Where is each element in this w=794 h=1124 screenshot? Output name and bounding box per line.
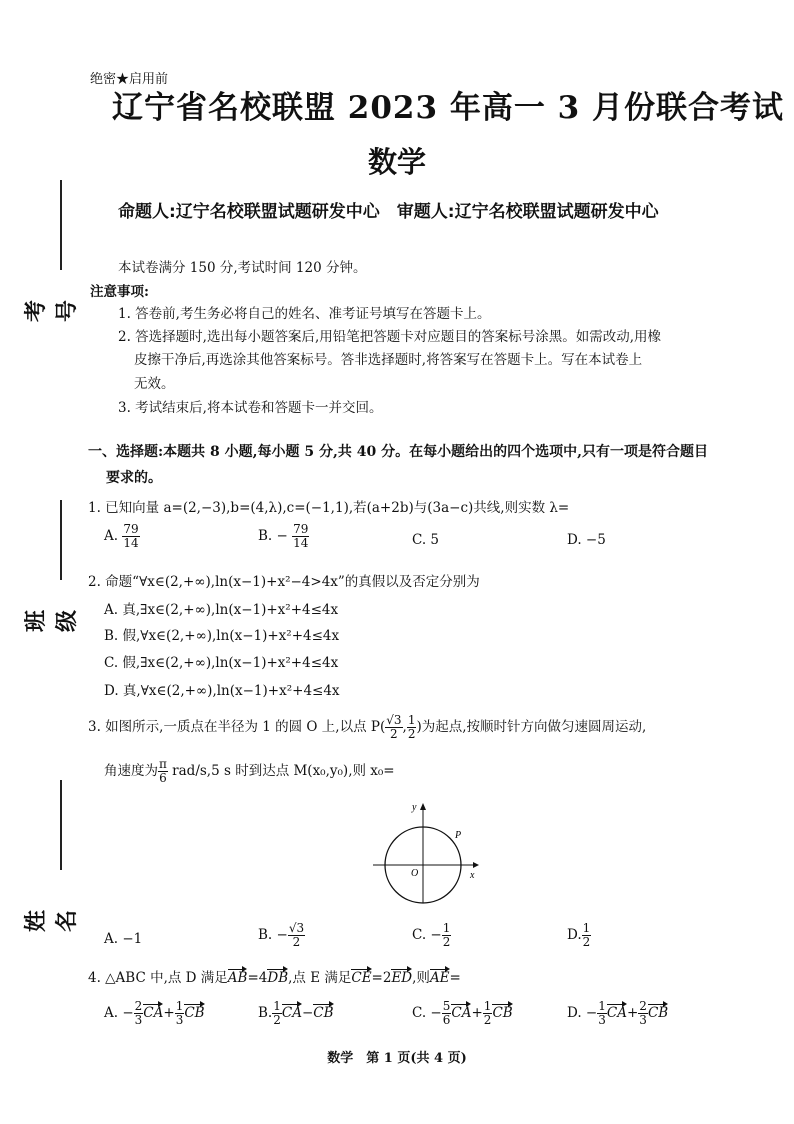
q3-option-a: A. −1 bbox=[104, 931, 143, 947]
x-axis-arrow bbox=[473, 862, 479, 868]
exam-title: 辽宁省名校联盟 2023 年高一 3 月份联合考试 bbox=[112, 90, 785, 126]
class-line bbox=[60, 500, 62, 580]
question-3-stem-cont: 角速度为 $\frac{\pi}{6}$ rad/s,5 s 时到达点 M(x₀,y₀),则 x₀= bbox=[104, 757, 395, 785]
point-p-label: P bbox=[455, 830, 462, 841]
subject-title: 数学 bbox=[367, 145, 426, 179]
notice-item: 无效。 bbox=[134, 376, 175, 392]
q4-option-b: B. $\frac{1}{2}$ CA−CB bbox=[258, 999, 334, 1027]
name-line bbox=[60, 780, 62, 870]
question-3-stem: 3. 如图所示,一质点在半径为 1 的圆 O 上,以点 P( $\frac{√3}{2}$ , $\frac{1}{2}$ )为起点,按顺时针方向做匀速圆周运动, bbox=[88, 713, 647, 741]
q1-option-b: B. − $\frac{79}{14}$ bbox=[258, 522, 309, 550]
q4-option-c: C. − $\frac{5}{6}$ CA+ $\frac{1}{2}$ CB bbox=[412, 999, 513, 1027]
notice-heading: 注意事项: bbox=[90, 284, 149, 300]
q2-option-d: D. 真,∀x∈(2,+∞),ln(x−1)+x²+4≤4x bbox=[104, 683, 340, 699]
notice-item: 3. 考试结束后,将本试卷和答题卡一并交回。 bbox=[118, 400, 383, 416]
question-4-stem: 4. △ABC 中,点 D 满足AB=4DB,点 E 满足CE=2ED,则AE= bbox=[88, 970, 461, 986]
notice-item: 1. 答卷前,考生务必将自己的姓名、准考证号填写在答题卡上。 bbox=[118, 306, 491, 322]
q1-option-a: A. $\frac{79}{14}$ bbox=[104, 522, 139, 550]
q2-option-b: B. 假,∀x∈(2,+∞),ln(x−1)+x²+4≤4x bbox=[104, 628, 340, 644]
notice-item: 2. 答选择题时,选出每小题答案后,用铅笔把答题卡对应题目的答案标号涂黑。如需改动,用橡 bbox=[118, 329, 662, 345]
q4-option-a: A. − $\frac{2}{3}$ CA+ $\frac{1}{3}$ CB bbox=[104, 999, 205, 1027]
notice-item: 皮擦干净后,再选涂其他答案标号。答非选择题时,将答案写在答题卡上。写在本试卷上 bbox=[134, 352, 643, 368]
x-axis-label: x bbox=[470, 870, 475, 881]
exam-no-label: 考号 bbox=[24, 300, 80, 323]
q3-option-d: D. $\frac{1}{2}$ bbox=[567, 921, 591, 949]
q3-option-b: B. − $\frac{√3}{2}$ bbox=[258, 921, 305, 949]
q2-option-c: C. 假,∃x∈(2,+∞),ln(x−1)+x²+4≤4x bbox=[104, 655, 339, 671]
question-2-stem: 2. 命题“∀x∈(2,+∞),ln(x−1)+x²−4>4x”的真假以及否定分别为 bbox=[88, 574, 480, 590]
q2-option-a: A. 真,∃x∈(2,+∞),ln(x−1)+x²+4≤4x bbox=[104, 602, 339, 618]
q1-option-c: C. 5 bbox=[412, 532, 440, 548]
confidential-mark: 绝密★启用前 bbox=[90, 72, 169, 87]
q3-option-c: C. − $\frac{1}{2}$ bbox=[412, 921, 451, 949]
origin-label: O bbox=[411, 868, 419, 879]
class-label: 班级 bbox=[24, 610, 80, 633]
question-1-stem: 1. 已知向量 a=(2,−3),b=(4,λ),c=(−1,1),若(a+2b)与(3a−c)共线,则实数 λ= bbox=[88, 500, 570, 516]
section-heading: 一、选择题:本题共 8 小题,每小题 5 分,共 40 分。在每小题给出的四个选项中,只有一项是符合题目 bbox=[88, 444, 708, 460]
authors-line: 命题人:辽宁名校联盟试题研发中心 审题人:辽宁名校联盟试题研发中心 bbox=[118, 202, 659, 222]
q4-option-d: D. − $\frac{1}{3}$ CA+ $\frac{2}{3}$ CB bbox=[567, 999, 669, 1027]
y-axis-arrow bbox=[420, 803, 426, 810]
q1-option-d: D. −5 bbox=[567, 532, 606, 548]
page-footer: 数学 第 1 页(共 4 页) bbox=[327, 1051, 467, 1066]
unit-circle-figure bbox=[365, 798, 485, 908]
section-heading-cont: 要求的。 bbox=[106, 470, 162, 486]
full-score: 本试卷满分 150 分,考试时间 120 分钟。 bbox=[118, 260, 367, 276]
exam-no-line bbox=[60, 180, 62, 270]
name-label: 姓名 bbox=[24, 910, 80, 933]
y-axis-label: y bbox=[412, 802, 417, 813]
